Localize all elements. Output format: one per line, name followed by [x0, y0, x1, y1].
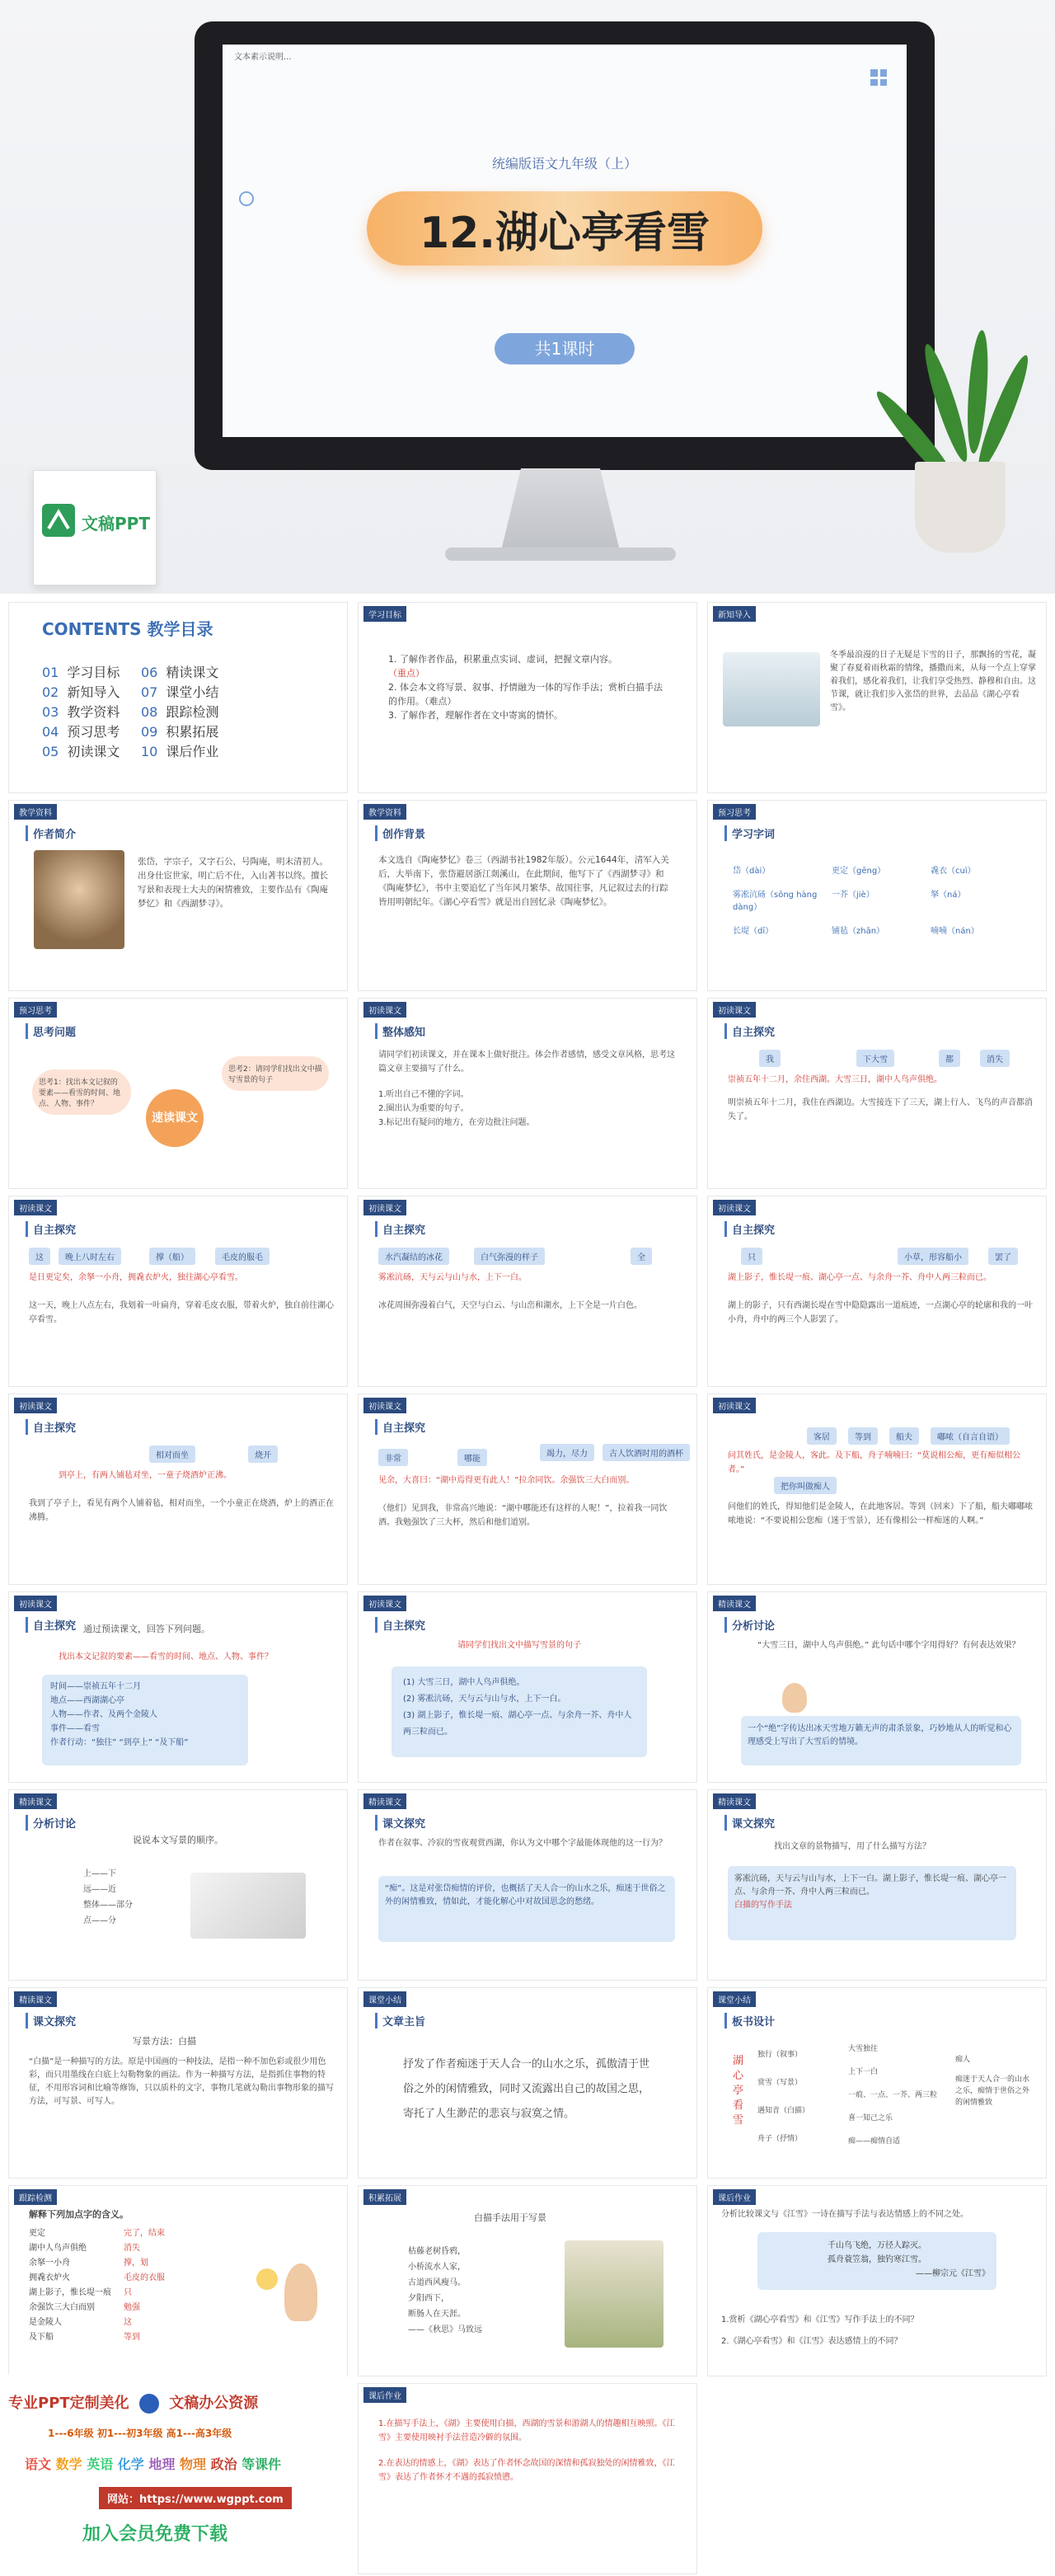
slide-explore-4 — [707, 1196, 1047, 1387]
chip: 小草，形容船小 — [898, 1248, 968, 1265]
translation-text: 明崇祯五年十二月，我住在西湖边。大雪接连下了三天，湖上行人、飞鸟的声音都消失了。 — [728, 1098, 1033, 1121]
slide-homework — [707, 2185, 1047, 2376]
poem-box: 千山鸟飞绝，万径人踪灭。 孤舟蓑笠翁，独钓寒江雪。 ——柳宗元《江雪》 — [757, 2232, 996, 2290]
promo-site[interactable]: 网站：https://www.wgppt.com — [99, 2487, 292, 2509]
contents-item[interactable]: 01 学习目标 — [42, 665, 120, 680]
logo-text: 文稿PPT — [82, 514, 150, 534]
slide-title: 自主探究 — [26, 1617, 76, 1633]
period-pill: 共1课时 — [495, 333, 635, 364]
slide-tag: 初读课文 — [363, 1200, 406, 1215]
lightbulb-icon — [256, 2268, 278, 2290]
order-line: 上——下 — [83, 1869, 116, 1878]
classical-line: 见余，大喜曰：“湖中焉得更有此人！”拉余同饮。余强饮三大白而别。 — [378, 1476, 635, 1485]
cover-subtitle: 统编版语文九年级（上） — [491, 156, 637, 172]
slide-explore-1 — [707, 998, 1047, 1189]
board-left: 赏雪（写景） — [757, 2079, 803, 2087]
discuss-note: 白描的写作手法 — [734, 1901, 792, 1910]
goal-line: 2. 体会本文将写景、叙事、抒情融为一体的写作手法；赏析白描手法的作用。（难点） — [388, 682, 663, 707]
slide-title: 自主探究 — [26, 1419, 76, 1435]
board-right: 痴迷于天人合一的山水之乐，痴情于世俗之外的闲情雅致 — [955, 2075, 1030, 2107]
cover-title-banner — [367, 191, 762, 266]
think-q2: 思考2：请同学们找出文中描写雪景的句子 — [222, 1056, 329, 1091]
contents-item[interactable]: 04 预习思考 — [42, 724, 120, 740]
slide-explore-2 — [8, 1196, 348, 1387]
slide-background — [358, 800, 697, 991]
chip: 只 — [741, 1248, 762, 1265]
slide-title: 文章主旨 — [375, 2013, 425, 2028]
overall-line: 1.听出自己不懂的字词。 — [378, 1090, 469, 1099]
chip: 竭力，尽力 — [540, 1444, 594, 1461]
slide-tag: 预习思考 — [14, 1002, 57, 1018]
translation-text: （他们）见到我，非常高兴地说：“湖中哪能还有这样的人呢！”，拉着我一同饮酒。我勉强饮了三大杯，然后和他们道别。 — [378, 1504, 668, 1527]
slide-tag: 初读课文 — [713, 1002, 756, 1018]
slide-title: 思考问题 — [26, 1023, 76, 1039]
contents-list — [42, 662, 240, 761]
slide-tag: 初读课文 — [363, 1398, 406, 1413]
slide-tag: 初读课文 — [14, 1596, 57, 1611]
chip: 我 — [759, 1050, 781, 1067]
homework-task: 2.《湖心亭看雪》和《江雪》表达感情上的不同？ — [721, 2337, 903, 2346]
chip: 相对而坐 — [149, 1445, 195, 1463]
slide-accum — [358, 2185, 697, 2376]
contents-item[interactable]: 10 课后作业 — [141, 744, 219, 759]
plant-pot — [915, 462, 1006, 552]
discuss-answer: 雾凇沆砀，天与云与山与水，上下一白。湖上影子，惟长堤一痕、湖心亭一点、与余舟一芥、舟中人两三粒而已。 — [734, 1874, 1006, 1897]
chip: 古人饮酒时用的酒杯 — [603, 1444, 690, 1461]
cover-slide — [0, 0, 1055, 594]
slide-overall — [358, 998, 697, 1189]
slide-explore-7 — [707, 1394, 1047, 1585]
slide-tag: 初读课文 — [713, 1398, 756, 1413]
slide-author — [8, 800, 348, 991]
homework-task: 1.赏析《湖心亭看雪》和《江雪》写作手法上的不同？ — [721, 2315, 919, 2325]
slide-title: 课文探究 — [375, 1815, 425, 1831]
slide-explore-3 — [358, 1196, 697, 1387]
slide-discuss-4 — [707, 1789, 1047, 1981]
chip: 等到 — [848, 1427, 878, 1445]
goal-line: 1. 了解作者作品，积累重点实词、虚词，把握文章内容。 — [388, 654, 617, 665]
slide-tag: 教学资料 — [363, 804, 406, 820]
slide-tag: 跟踪检测 — [14, 2189, 57, 2205]
chip: 哪能 — [457, 1449, 487, 1466]
slide-tag: 初读课文 — [363, 1002, 406, 1018]
board-right: 痴人 — [955, 2056, 971, 2064]
board-left: 舟子（抒情） — [757, 2135, 803, 2143]
board-mid: 大雪独往 — [848, 2045, 879, 2053]
chip: 非常 — [378, 1449, 408, 1466]
poem-line: ——《秋思》马致远 — [408, 2325, 482, 2334]
translation-text: 这一天，晚上八点左右，我划着一叶扁舟，穿着毛皮衣服，带着火炉，独自前往湖心亭看雪。 — [29, 1301, 334, 1324]
check-title: 解释下列加点字的含义。 — [29, 2209, 129, 2220]
contents-title: CONTENTS 教学目录 — [42, 619, 213, 639]
summary-answer-box: (1) 大雪三日，湖中人鸟声俱绝。 (2) 雾凇沆砀，天与云与山与水，上下一白。 (3) 湖上影子，惟长堤一痕、湖心亭一点、与余舟一芥、舟中人两三粒而已。 — [392, 1666, 647, 1757]
order-line: 远——近 — [83, 1885, 116, 1894]
slide-tag: 初读课文 — [14, 1200, 57, 1215]
chip: 撑（船） — [149, 1248, 195, 1265]
homework-question: 分析比较课文与《江雪》一诗在描写手法与表达情感上的不同之处。 — [721, 2210, 968, 2219]
slide-tag: 学习目标 — [363, 606, 406, 622]
slide-summary-2 — [358, 1591, 697, 1783]
translation-text: 湖上的影子，只有西湖长堤在雪中隐隐露出一道痕迹，一点湖心亭的轮廓和我的一叶小舟，舟中的两三个人影罢了。 — [728, 1301, 1033, 1324]
translation-text: 冰花周围弥漫着白气，天空与白云、与山峦和湖水，上下全是一片白色。 — [378, 1301, 642, 1310]
cover-title: 12.湖心亭看雪 — [419, 208, 710, 258]
desk-calendar — [33, 470, 157, 585]
brand-icon — [139, 2394, 159, 2414]
classical-line: 湖上影子，惟长堤一痕、湖心亭一点、与余舟一芥、舟中人两三粒而已。 — [728, 1273, 992, 1282]
chip: 罢了 — [988, 1248, 1018, 1265]
slide-tag: 初读课文 — [363, 1596, 406, 1611]
summary-answer-box: 时间——崇祯五年十二月 地点——西湖湖心亭 人物——作者、及两个金陵人 事件——看雪 作者行动：“独往” “到亭上” “及下船” — [42, 1675, 248, 1765]
poem-line: 小桥流水人家， — [408, 2263, 466, 2272]
order-line: 整体——部分 — [83, 1901, 133, 1910]
board-mid: 喜一知己之乐 — [848, 2114, 893, 2122]
accum-title: 白描手法用于写景 — [474, 2212, 546, 2223]
girl-figure — [284, 2263, 317, 2321]
poem-line: 断肠人在天涯。 — [408, 2310, 466, 2319]
chip: 把你叫做痴人 — [774, 1477, 837, 1494]
slide-title: 板书设计 — [724, 2013, 775, 2028]
translation-text: 问他们的姓氏，得知他们是金陵人，在此地客居。等到（回来）下了船，船夫嘟嘟哝哝地说：“不要说相公您痴（迷于雪景），还有像相公一样痴迷的人啊。” — [728, 1502, 1033, 1525]
slide-tag: 教学资料 — [14, 804, 57, 820]
target-icon — [239, 191, 254, 206]
snow-boat-image — [723, 652, 820, 726]
slide-tag: 课堂小结 — [713, 1991, 756, 2007]
think-q1: 思考1：找出本文记叙的要素——看雪的时间、地点、人物、事件？ — [32, 1069, 131, 1115]
chip: 白气弥漫的样子 — [474, 1248, 545, 1265]
promo-cta[interactable]: 加入会员免费下载 — [82, 2524, 228, 2545]
slide-intro — [707, 602, 1047, 793]
contents-item[interactable]: 08 跟踪检测 — [141, 704, 219, 720]
discuss-intro: 说说本文写景的顺序。 — [133, 1835, 223, 1845]
theme-text: 抒发了作者痴迷于天人合一的山水之乐，孤傲清于世俗之外的闲情雅致，同时又流露出自己的故国之思，寄托了人生渺茫的悲哀与寂寞之情。 — [403, 2058, 650, 2120]
slide-title: 分析讨论 — [724, 1617, 775, 1633]
slide-tag: 课后作业 — [363, 2387, 406, 2403]
slide-theme — [358, 1987, 697, 2179]
contents-item[interactable]: 05 初读课文 — [42, 744, 120, 759]
overall-line: 3.标记出有疑问的地方，在旁边批注问题。 — [378, 1118, 535, 1127]
intro-text: 冬季最浪漫的日子无疑是下雪的日子，那飘扬的雪花，凝聚了春夏着雨秋霜的情缘，播撒而来，从每一个点上穿掌着我们，感化着我们，让我们享受热烈、静穆和自由。这节课，就让我们步入张岱的世界，去品品《湖心亭看雪》。 — [830, 651, 1036, 712]
chip: 全 — [631, 1248, 652, 1265]
summary-question: 找出本文记叙的要素——看雪的时间、地点、人物、事件？ — [59, 1652, 273, 1662]
author-text: 张岱，字宗子，又字石公，号陶庵，明末清初人。出身仕宦世家，明亡后不仕，入山著书以终。擅长写景和表现士大夫的闲情雅致，主要作品有《陶庵梦忆》和《西湖梦寻》。 — [138, 857, 328, 909]
contents-item[interactable]: 09 积累拓展 — [141, 724, 219, 740]
author-portrait — [34, 850, 124, 949]
summary-intro: 通过预读课文，回答下列问题。 — [83, 1624, 210, 1634]
slide-goals — [358, 602, 697, 793]
promo-subjects: 语文 数学 英语 化学 地理 物理 政治 等课件 — [25, 2456, 282, 2472]
chip: 客居 — [807, 1427, 837, 1445]
background-text: 本文选自《陶庵梦忆》卷三（西湖书社1982年版）。公元1644年，清军入关后，大举南下，张岱避居浙江剡溪山，在此期间，他写下了《西湖梦寻》和《陶庵梦忆》，书中主要追忆了当年风月繁华、故国往事，凡记叙过去的行踪皆用明朝纪年。《湖心亭看雪》就是出自回忆录《陶庵梦忆》。 — [378, 855, 669, 907]
slide-title: 课文探究 — [724, 1815, 775, 1831]
grid-icon — [870, 69, 887, 86]
chip: 水汽凝结的冰花 — [378, 1248, 449, 1265]
slide-answer — [358, 2383, 697, 2574]
slide-discuss-3 — [358, 1789, 697, 1981]
goal-line: （重点） — [388, 668, 424, 679]
slide-tag: 课后作业 — [713, 2189, 756, 2205]
slide-tag: 积累拓展 — [363, 2189, 406, 2205]
slide-explore-6 — [358, 1394, 697, 1585]
slide-tag: 初读课文 — [14, 1398, 57, 1413]
slide-title: 自主探究 — [375, 1617, 425, 1633]
chip: 毛皮的服毛 — [215, 1248, 270, 1265]
promo-grades: 1---6年级 初1---初3年级 高1---高3年级 — [48, 2428, 232, 2439]
chip: 烧开 — [248, 1445, 278, 1463]
slide-tag: 精读课文 — [14, 1991, 57, 2007]
classical-line: 崇祯五年十二月，余住西湖。大雪三日，湖中人鸟声俱绝。 — [728, 1075, 942, 1084]
promo-line1: 专业PPT定制美化 文稿办公资源 — [8, 2395, 259, 2412]
slide-discuss-1 — [707, 1591, 1047, 1783]
answer-line: 2.在表达的情感上，《湖》表达了作者怀念故国的深情和孤寂独处的闲情雅致，《江雪》表达了作者怀才不遇的孤寂愤懑。 — [378, 2459, 675, 2482]
board-mid: 痴——痴情自适 — [848, 2137, 901, 2146]
slide-title: 学习字词 — [724, 825, 775, 841]
chip: 都 — [939, 1050, 960, 1067]
slide-tag: 初读课文 — [713, 1200, 756, 1215]
slide-tag: 精读课文 — [363, 1793, 406, 1809]
check-table: 更定 完了，结束 湖中人鸟声俱绝 消失 余拏一小舟 撑，划 拥毳衣炉火 毛皮的衣服 湖上影子，惟长堤一痕 只 余强饮三大白而别 勉强 是金陵人 这 及下船 等到 — [29, 2229, 165, 2342]
slide-title: 作者简介 — [26, 825, 76, 841]
slide-vocab — [707, 800, 1047, 991]
chip: 消失 — [980, 1050, 1010, 1067]
chip: 下大雪 — [856, 1050, 894, 1067]
slide-title: 分析讨论 — [26, 1815, 76, 1831]
contents-item[interactable]: 07 课堂小结 — [141, 684, 219, 700]
slide-title: 课文探究 — [26, 2013, 76, 2028]
poem-line: 枯藤老树昏鸦， — [408, 2247, 466, 2256]
discuss-answer-box — [728, 1866, 1016, 1940]
slide-title: 自主探究 — [724, 1023, 775, 1039]
summary-question: 请同学们找出文中描写雪景的句子 — [457, 1641, 581, 1650]
vocab-list: 岱（dài） 更定（gēng） 毳衣（cuì） 雾凇沆砀（sōng hàng dàng） 一芥（jiè） 拏（ná） 长堤（dī） 铺毡（zhān） 喃喃（nán） — [733, 867, 979, 936]
screen-header: 文本素示说明... — [234, 53, 292, 62]
answer-line: 1.在描写手法上，《湖》主要使用白描，西湖的雪景和游湖人的情趣相互映照。《江雪》主要使用映衬手法营造冷僻的氛围。 — [378, 2419, 675, 2442]
slide-title: 自主探究 — [375, 1221, 425, 1237]
teacher-figure — [782, 1683, 807, 1713]
board-left: 遇知音（白描） — [757, 2107, 810, 2115]
goal-line: 3. 了解作者，理解作者在文中寄寓的情怀。 — [388, 710, 563, 721]
contents-item[interactable]: 02 新知导入 — [42, 684, 120, 700]
classical-line: 是日更定矣，余拏一小舟，拥毳衣炉火，独往湖心亭看雪。 — [29, 1273, 243, 1282]
poem-line: 古道西风瘦马。 — [408, 2278, 466, 2287]
slide-title: 整体感知 — [375, 1023, 425, 1039]
board-center: 湖心亭看雪 — [733, 2055, 744, 2127]
board-left: 独行（叙事） — [757, 2051, 803, 2059]
chip: 这 — [29, 1248, 50, 1265]
baimiao-text: “白描”是一种描写的方法。原是中国画的一种技法，是指一种不加色彩或很少用色彩，而只用墨线在白底上勾勒物象的画法。作为一种描写方法，是指抓住事物的特征，不用形容词和比喻等修饰，只以质朴的文字，事物几笔就勾勒出事物形象的描写方法，可写景、可写人。 — [29, 2057, 334, 2106]
discuss-answer-box: 一个“绝”字传达出冰天雪地万籁无声的肃杀景象，巧妙地从人的听觉和心理感受上写出了大雪后的情境。 — [741, 1716, 1021, 1765]
classical-line: 问其姓氏，是金陵人，客此。及下船，舟子喃喃曰：“莫说相公痴，更有痴似相公者。” — [728, 1451, 1021, 1474]
monitor — [195, 21, 935, 470]
order-line: 点——分 — [83, 1916, 116, 1925]
slide-title: 创作背景 — [375, 825, 425, 841]
translation-text: 我到了亭子上，看见有两个人铺着毡，相对而坐，一个小童正在烧酒，炉上的酒正在沸腾。 — [29, 1499, 334, 1522]
monitor-screen — [223, 45, 907, 437]
contents-item[interactable]: 06 精读课文 — [141, 665, 219, 680]
slide-think — [8, 998, 348, 1189]
autumn-painting — [565, 2240, 663, 2348]
chip: 船夫 — [889, 1427, 919, 1445]
slide-title: 自主探究 — [724, 1221, 775, 1237]
slide-discuss-2 — [8, 1789, 348, 1981]
board-mid: 上下一白 — [848, 2068, 879, 2076]
slide-summary-1 — [8, 1591, 348, 1783]
classical-line: 到亭上，有两人铺毡对坐，一童子烧酒炉正沸。 — [59, 1471, 232, 1480]
overall-line: 2.圈出认为重要的句子。 — [378, 1104, 469, 1113]
slide-tag: 课堂小结 — [363, 1991, 406, 2007]
slide-tag: 新知导入 — [713, 606, 756, 622]
ink-painting — [190, 1873, 306, 1939]
monitor-stand — [495, 468, 626, 551]
slide-tag: 预习思考 — [713, 804, 756, 820]
slide-baimiao — [8, 1987, 348, 2179]
slide-title: 自主探究 — [26, 1221, 76, 1237]
overall-line: 请同学们初读课文，并在课本上做好批注。体会作者感情，感受文章风格，思考这篇文章主要描写了什么。 — [378, 1051, 675, 1074]
baimiao-head: 写景方法：白描 — [133, 2036, 196, 2047]
monitor-base — [445, 548, 676, 561]
slide-contents — [8, 602, 348, 793]
chip: 嘟哝（自言自语） — [931, 1427, 1010, 1445]
board-mid: 一痕、一点、一芥、两三粒 — [848, 2091, 938, 2099]
chip: 晚上八时左右 — [59, 1248, 121, 1265]
discuss-question: 作者在叙事、冷寂的雪夜观赏西湖，你认为文中哪个字最能体现他的这一行为？ — [378, 1839, 667, 1848]
slide-tag: 精读课文 — [14, 1793, 57, 1809]
slide-tag: 精读课文 — [713, 1793, 756, 1809]
poem-line: 夕阳西下， — [408, 2294, 449, 2303]
slide-board — [707, 1987, 1047, 2179]
discuss-question: “大雪三日，湖中人鸟声俱绝。” 此句话中哪个字用得好？有何表达效果？ — [757, 1641, 1020, 1650]
slide-explore-5 — [8, 1394, 348, 1585]
contents-item[interactable]: 03 教学资料 — [42, 704, 120, 720]
classical-line: 雾凇沆砀，天与云与山与水，上下一白。 — [378, 1273, 527, 1282]
discuss-answer-box: “痴”。这是对张岱痴情的评价，也概括了天人合一的山水之乐，痴迷于世俗之外的闲情雅致，情如此，才能化解心中对故国思念的愁绪。 — [378, 1876, 675, 1942]
think-center: 速读课文 — [146, 1089, 204, 1147]
slide-tag: 精读课文 — [713, 1596, 756, 1611]
promo-panel — [0, 2375, 346, 2576]
slide-check — [8, 2185, 348, 2376]
slide-title: 自主探究 — [375, 1419, 425, 1435]
discuss-question: 找出文章的景物描写，用了什么描写方法？ — [774, 1842, 931, 1851]
